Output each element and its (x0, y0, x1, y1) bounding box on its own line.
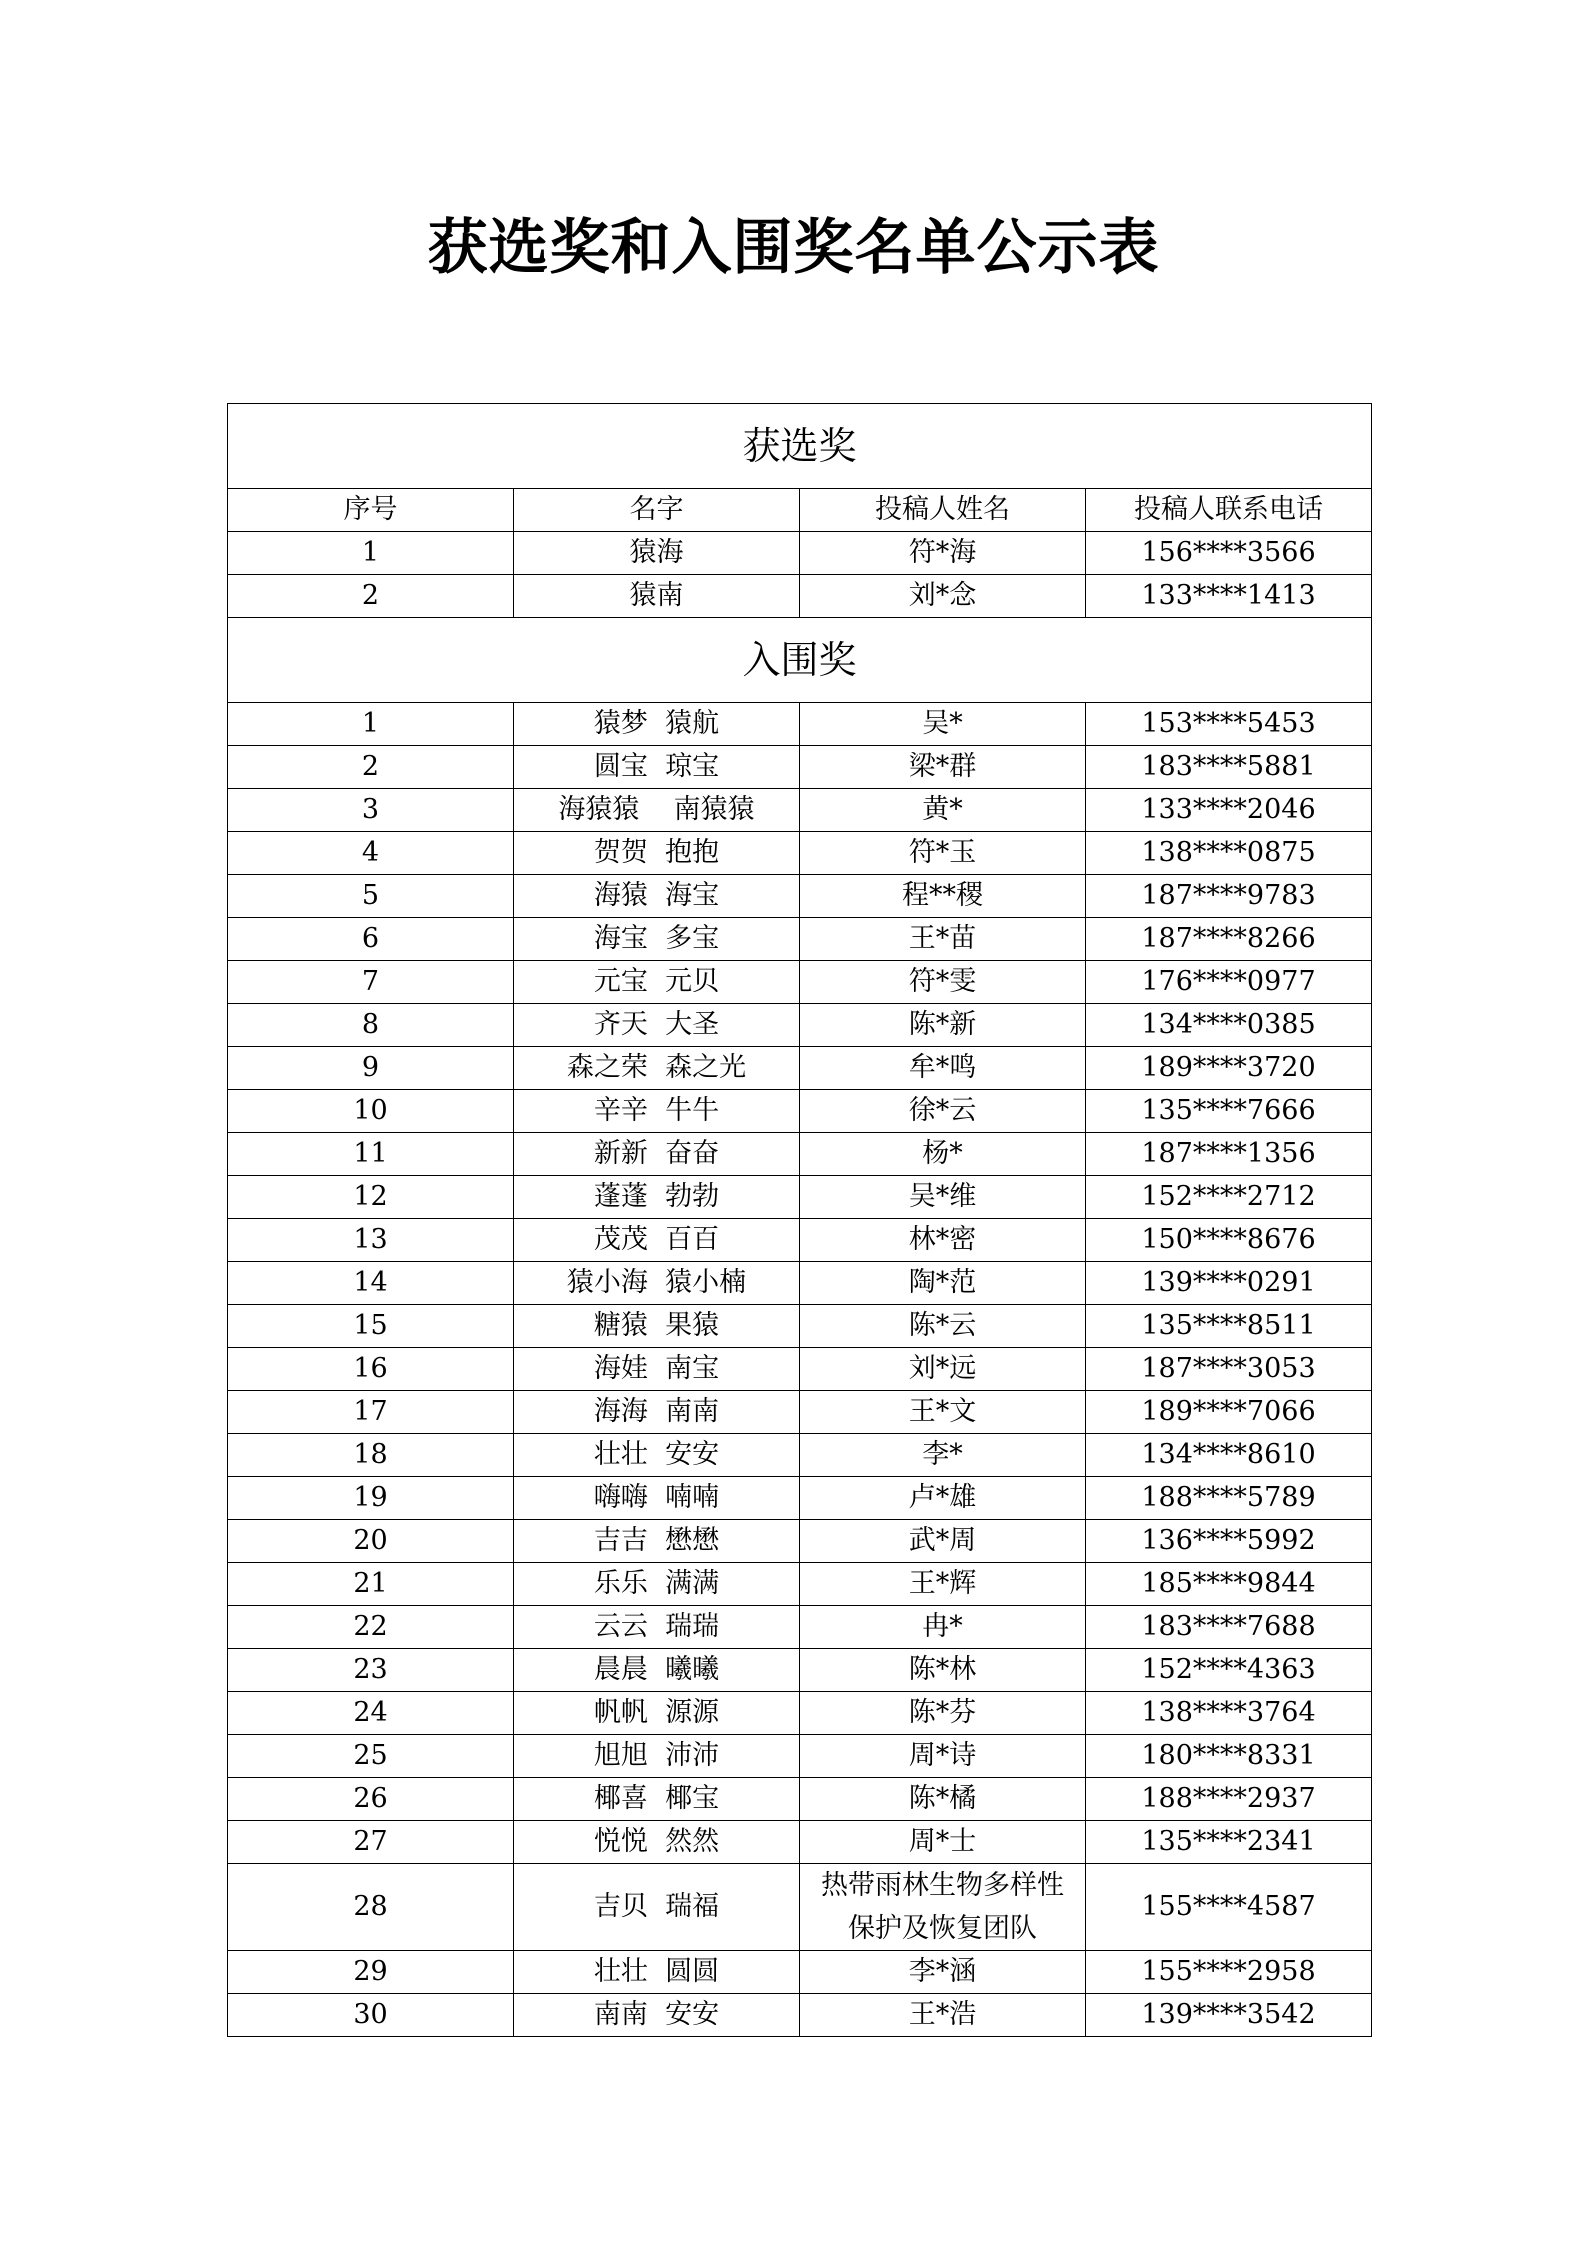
cell-submitter: 刘*念 (800, 575, 1086, 618)
finalist-row (228, 1434, 1372, 1477)
cell-name: 猿小海 猿小楠 (514, 1262, 800, 1305)
finalist-row (228, 918, 1372, 961)
finalist-row (228, 1606, 1372, 1649)
cell-phone: 135****2341 (1086, 1821, 1372, 1864)
cell-phone: 188****5789 (1086, 1477, 1372, 1520)
cell-phone: 153****5453 (1086, 703, 1372, 746)
cell-submitter: 杨* (800, 1133, 1086, 1176)
cell-submitter: 陈*芬 (800, 1692, 1086, 1735)
cell-name: 猿海 (514, 532, 800, 575)
finalist-row (228, 1047, 1372, 1090)
cell-index: 12 (228, 1176, 514, 1219)
cell-name: 新新 奋奋 (514, 1133, 800, 1176)
cell-name: 贺贺 抱抱 (514, 832, 800, 875)
cell-index: 4 (228, 832, 514, 875)
cell-name: 辛辛 牛牛 (514, 1090, 800, 1133)
header-row (228, 489, 1372, 532)
cell-name: 壮壮 安安 (514, 1434, 800, 1477)
cell-submitter: 陈*新 (800, 1004, 1086, 1047)
cell-phone: 139****3542 (1086, 1994, 1372, 2037)
cell-phone: 185****9844 (1086, 1563, 1372, 1606)
cell-submitter: 王*辉 (800, 1563, 1086, 1606)
cell-name: 乐乐 满满 (514, 1563, 800, 1606)
cell-phone: 188****2937 (1086, 1778, 1372, 1821)
cell-name: 海海 南南 (514, 1391, 800, 1434)
cell-index: 20 (228, 1520, 514, 1563)
cell-phone: 139****0291 (1086, 1262, 1372, 1305)
cell-submitter: 林*密 (800, 1219, 1086, 1262)
cell-phone: 152****2712 (1086, 1176, 1372, 1219)
cell-name: 吉吉 懋懋 (514, 1520, 800, 1563)
cell-submitter: 卢*雄 (800, 1477, 1086, 1520)
cell-index: 15 (228, 1305, 514, 1348)
cell-name: 森之荣 森之光 (514, 1047, 800, 1090)
cell-index: 21 (228, 1563, 514, 1606)
cell-submitter: 武*周 (800, 1520, 1086, 1563)
cell-name: 蓬蓬 勃勃 (514, 1176, 800, 1219)
finalist-row (228, 1348, 1372, 1391)
cell-phone: 183****7688 (1086, 1606, 1372, 1649)
cell-submitter: 符*雯 (800, 961, 1086, 1004)
cell-phone: 135****7666 (1086, 1090, 1372, 1133)
cell-submitter: 徐*云 (800, 1090, 1086, 1133)
award-table (227, 403, 1372, 2037)
cell-phone: 134****8610 (1086, 1434, 1372, 1477)
cell-phone: 133****2046 (1086, 789, 1372, 832)
cell-phone: 189****7066 (1086, 1391, 1372, 1434)
cell-name: 悦悦 然然 (514, 1821, 800, 1864)
cell-phone: 187****1356 (1086, 1133, 1372, 1176)
finalist-row (228, 875, 1372, 918)
cell-submitter: 黄* (800, 789, 1086, 832)
cell-name: 壮壮 圆圆 (514, 1951, 800, 1994)
cell-index: 2 (228, 746, 514, 789)
cell-index: 28 (228, 1864, 514, 1951)
finalist-row (228, 832, 1372, 875)
cell-index: 2 (228, 575, 514, 618)
cell-name: 海宝 多宝 (514, 918, 800, 961)
header-phone: 投稿人联系电话 (1086, 489, 1372, 532)
finalist-row (228, 1477, 1372, 1520)
header-submitter: 投稿人姓名 (800, 489, 1086, 532)
cell-phone: 187****8266 (1086, 918, 1372, 961)
cell-phone: 187****9783 (1086, 875, 1372, 918)
cell-name: 云云 瑞瑞 (514, 1606, 800, 1649)
cell-submitter: 吴*维 (800, 1176, 1086, 1219)
cell-phone: 136****5992 (1086, 1520, 1372, 1563)
cell-phone: 133****1413 (1086, 575, 1372, 618)
finalist-row (228, 1133, 1372, 1176)
cell-index: 13 (228, 1219, 514, 1262)
header-index: 序号 (228, 489, 514, 532)
finalist-row (228, 1262, 1372, 1305)
cell-submitter: 冉* (800, 1606, 1086, 1649)
cell-phone: 176****0977 (1086, 961, 1372, 1004)
cell-index: 11 (228, 1133, 514, 1176)
cell-name: 海娃 南宝 (514, 1348, 800, 1391)
cell-name: 糖猿 果猿 (514, 1305, 800, 1348)
cell-index: 23 (228, 1649, 514, 1692)
cell-index: 7 (228, 961, 514, 1004)
cell-phone: 135****8511 (1086, 1305, 1372, 1348)
winners-section-label: 获选奖 (228, 404, 1372, 489)
cell-name: 海猿猿 南猿猿 (514, 789, 800, 832)
cell-phone: 150****8676 (1086, 1219, 1372, 1262)
cell-name: 吉贝 瑞福 (514, 1864, 800, 1951)
cell-name: 齐天 大圣 (514, 1004, 800, 1047)
cell-name: 帆帆 源源 (514, 1692, 800, 1735)
winners-section-row (228, 404, 1372, 489)
cell-index: 30 (228, 1994, 514, 2037)
cell-submitter: 王*苗 (800, 918, 1086, 961)
cell-submitter: 周*士 (800, 1821, 1086, 1864)
cell-submitter: 陶*范 (800, 1262, 1086, 1305)
cell-submitter: 王*浩 (800, 1994, 1086, 2037)
cell-submitter: 梁*群 (800, 746, 1086, 789)
finalist-row (228, 1004, 1372, 1047)
cell-index: 22 (228, 1606, 514, 1649)
cell-index: 1 (228, 532, 514, 575)
finalist-row (228, 703, 1372, 746)
finalist-row (228, 1951, 1372, 1994)
cell-name: 茂茂 百百 (514, 1219, 800, 1262)
cell-index: 8 (228, 1004, 514, 1047)
cell-phone: 138****3764 (1086, 1692, 1372, 1735)
finalist-row (228, 1391, 1372, 1434)
cell-name: 海猿 海宝 (514, 875, 800, 918)
cell-phone: 156****3566 (1086, 532, 1372, 575)
cell-submitter: 吴* (800, 703, 1086, 746)
cell-phone: 134****0385 (1086, 1004, 1372, 1047)
cell-name: 晨晨 曦曦 (514, 1649, 800, 1692)
cell-name: 猿梦 猿航 (514, 703, 800, 746)
cell-index: 14 (228, 1262, 514, 1305)
cell-submitter: 热带雨林生物多样性保护及恢复团队 (800, 1864, 1086, 1951)
cell-index: 9 (228, 1047, 514, 1090)
cell-phone: 155****2958 (1086, 1951, 1372, 1994)
cell-name: 元宝 元贝 (514, 961, 800, 1004)
cell-submitter: 王*文 (800, 1391, 1086, 1434)
cell-index: 27 (228, 1821, 514, 1864)
cell-name: 南南 安安 (514, 1994, 800, 2037)
finalist-row (228, 961, 1372, 1004)
finalist-row (228, 1176, 1372, 1219)
cell-name: 旭旭 沛沛 (514, 1735, 800, 1778)
cell-index: 6 (228, 918, 514, 961)
cell-phone: 180****8331 (1086, 1735, 1372, 1778)
cell-index: 26 (228, 1778, 514, 1821)
finalist-row (228, 1735, 1372, 1778)
finalist-row (228, 789, 1372, 832)
finalist-row (228, 1649, 1372, 1692)
cell-index: 10 (228, 1090, 514, 1133)
cell-name: 椰喜 椰宝 (514, 1778, 800, 1821)
header-name: 名字 (514, 489, 800, 532)
cell-index: 5 (228, 875, 514, 918)
finalist-row (228, 1563, 1372, 1606)
cell-phone: 187****3053 (1086, 1348, 1372, 1391)
cell-phone: 152****4363 (1086, 1649, 1372, 1692)
finalist-row (228, 1692, 1372, 1735)
cell-index: 18 (228, 1434, 514, 1477)
cell-submitter: 李*涵 (800, 1951, 1086, 1994)
cell-index: 1 (228, 703, 514, 746)
winner-row (228, 532, 1372, 575)
cell-submitter: 陈*橘 (800, 1778, 1086, 1821)
cell-submitter: 周*诗 (800, 1735, 1086, 1778)
finalist-row (228, 746, 1372, 789)
cell-phone: 155****4587 (1086, 1864, 1372, 1951)
finalist-row (228, 1520, 1372, 1563)
cell-name: 圆宝 琼宝 (514, 746, 800, 789)
cell-index: 16 (228, 1348, 514, 1391)
winner-row (228, 575, 1372, 618)
finalists-section-label: 入围奖 (228, 618, 1372, 703)
cell-submitter: 符*海 (800, 532, 1086, 575)
cell-submitter: 陈*林 (800, 1649, 1086, 1692)
cell-submitter: 陈*云 (800, 1305, 1086, 1348)
cell-phone: 138****0875 (1086, 832, 1372, 875)
cell-index: 19 (228, 1477, 514, 1520)
cell-index: 17 (228, 1391, 514, 1434)
cell-phone: 189****3720 (1086, 1047, 1372, 1090)
cell-submitter: 李* (800, 1434, 1086, 1477)
cell-index: 24 (228, 1692, 514, 1735)
cell-phone: 183****5881 (1086, 746, 1372, 789)
cell-name: 嗨嗨 喃喃 (514, 1477, 800, 1520)
cell-index: 3 (228, 789, 514, 832)
page-title: 获选奖和入围奖名单公示表 (427, 213, 1160, 283)
finalist-row (228, 1219, 1372, 1262)
finalist-row (228, 1778, 1372, 1821)
finalist-row (228, 1994, 1372, 2037)
finalists-section-row (228, 618, 1372, 703)
cell-index: 25 (228, 1735, 514, 1778)
finalist-row (228, 1090, 1372, 1133)
cell-submitter: 刘*远 (800, 1348, 1086, 1391)
cell-submitter: 牟*鸣 (800, 1047, 1086, 1090)
finalist-row (228, 1305, 1372, 1348)
finalist-row (228, 1864, 1372, 1951)
finalist-row (228, 1821, 1372, 1864)
cell-index: 29 (228, 1951, 514, 1994)
cell-name: 猿南 (514, 575, 800, 618)
cell-submitter: 符*玉 (800, 832, 1086, 875)
cell-submitter: 程**稷 (800, 875, 1086, 918)
